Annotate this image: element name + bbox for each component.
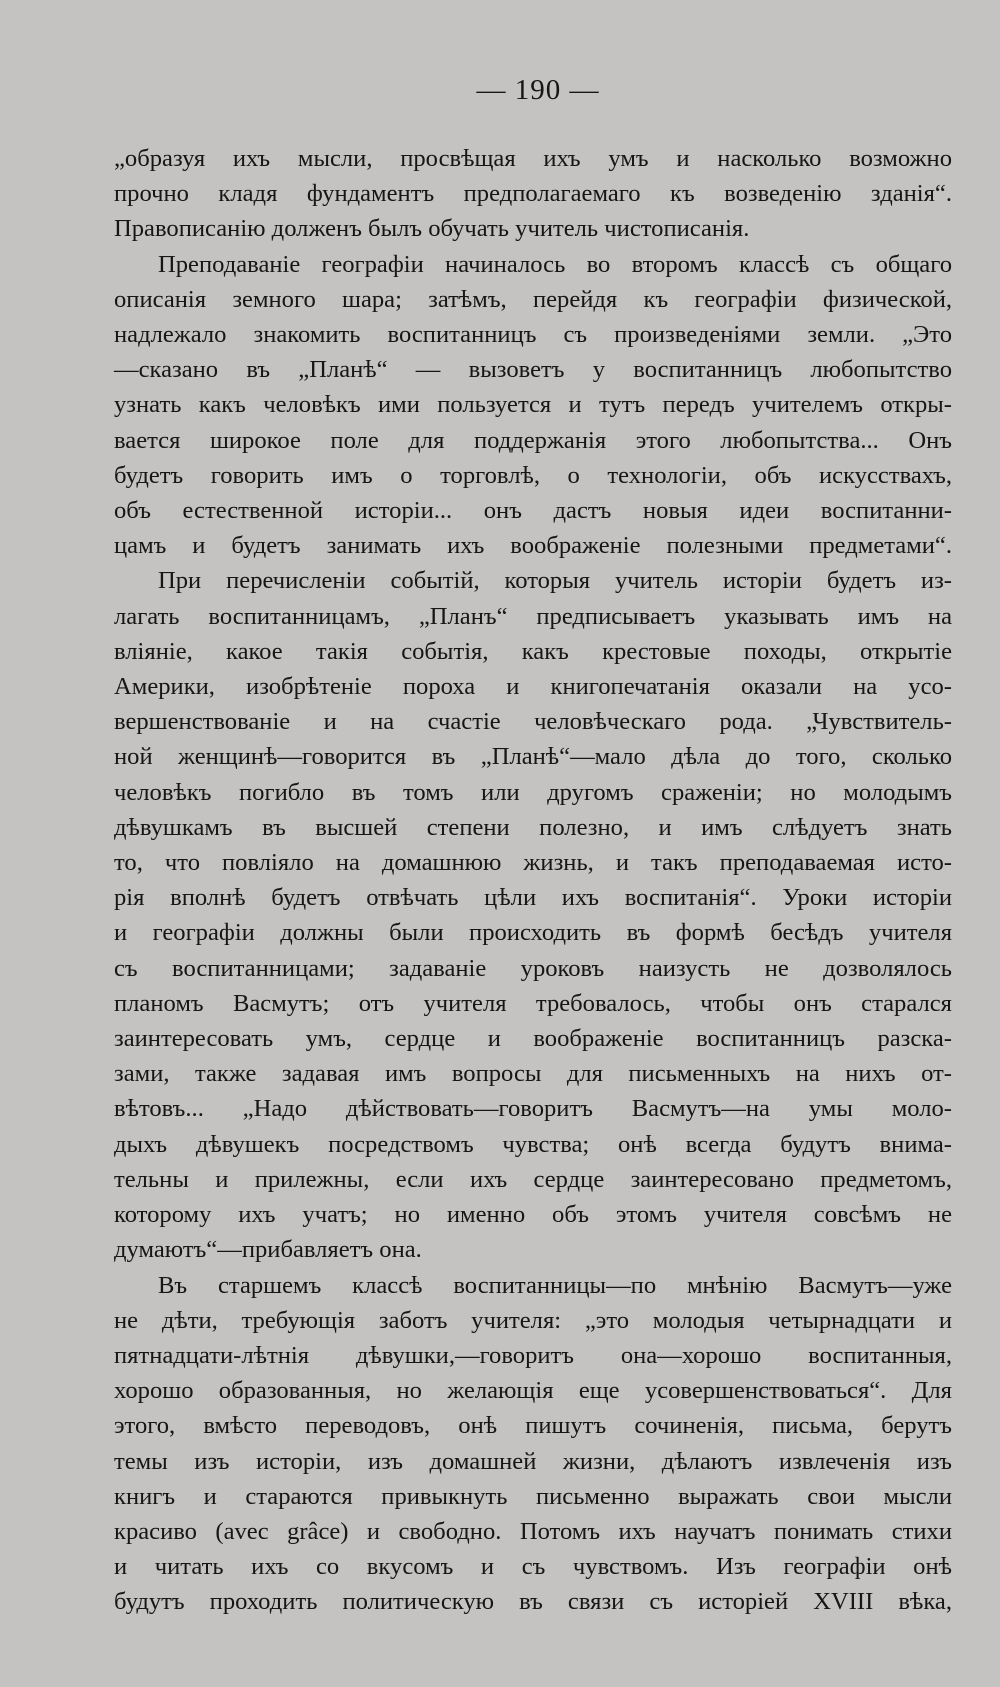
text-line: Въ старшемъ классѣ воспитанницы—по мнѣнію Васмутъ—уже: [158, 1271, 952, 1299]
text-line: человѣкъ погибло въ томъ или другомъ сраженіи; но молодымъ: [114, 778, 952, 806]
text-line: рія вполнѣ будетъ отвѣчать цѣли ихъ воспитанія“. Уроки исторіи: [114, 884, 952, 912]
text-line: лагать воспитанницамъ, „Планъ“ предписываетъ указывать имъ на: [114, 602, 952, 630]
text-line: Правописанію долженъ былъ обучать учитель чистописанія.: [114, 215, 750, 243]
text-line: тельны и прилежны, если ихъ сердце заинтересовано предметомъ,: [114, 1165, 952, 1193]
text-line: Америки, изобрѣтеніе пороха и книгопечатанія оказали на усо-: [114, 673, 952, 701]
text-line: дѣвушкамъ въ высшей степени полезно, и имъ слѣдуетъ знать: [114, 813, 952, 841]
paragraph-4: [114, 1268, 952, 1620]
text-line: и читать ихъ со вкусомъ и съ чувствомъ. Изъ географіи онѣ: [114, 1553, 952, 1581]
text-line: ной женщинѣ—говорится въ „Планѣ“—мало дѣла до того, сколько: [114, 743, 952, 771]
text-line: надлежало знакомить воспитанницъ съ произведеніями земли. „Это: [114, 321, 952, 349]
text-line: то, что повліяло на домашнюю жизнь, и такъ преподаваемая исто-: [114, 849, 952, 877]
text-line: описанія земного шара; затѣмъ, перейдя къ географіи физической,: [114, 285, 952, 313]
text-line: узнать какъ человѣкъ ими пользуется и тутъ передъ учителемъ откры-: [114, 391, 952, 419]
text-line: красиво (avec grâce) и свободно. Потомъ ихъ научатъ понимать стихи: [114, 1517, 952, 1545]
text-line: цамъ и будетъ занимать ихъ воображеніе полезными предметами“.: [114, 532, 952, 560]
text-line: прочно кладя фундаментъ предполагаемаго къ возведенію зданія“.: [114, 180, 952, 208]
text-line: которому ихъ учатъ; но именно объ этомъ учителя совсѣмъ не: [114, 1201, 952, 1229]
text-line: заинтересовать умъ, сердце и воображеніе воспитанницъ разска-: [114, 1025, 952, 1053]
text-line: не дѣти, требующія заботъ учителя: „это молодыя четырнадцати и: [114, 1306, 952, 1334]
text-line: дыхъ дѣвушекъ посредствомъ чувства; онѣ всегда будутъ внима-: [114, 1130, 952, 1158]
paragraph-3: [114, 563, 952, 1267]
text-line: Преподаваніе географіи начиналось во второмъ классѣ съ общаго: [158, 250, 952, 278]
text-line: будетъ говорить имъ о торговлѣ, о технологіи, объ искусствахъ,: [114, 461, 952, 489]
text-line: —сказано въ „Планѣ“ — вызоветъ у воспитанницъ любопытство: [114, 356, 952, 384]
text-line: и географіи должны были происходить въ формѣ бесѣдъ учителя: [114, 919, 952, 947]
text-line: будутъ проходить политическую въ связи съ исторіей XVIII вѣка,: [114, 1588, 952, 1616]
text-line: зами, также задавая имъ вопросы для письменныхъ на нихъ от-: [114, 1060, 952, 1088]
text-line: вершенствованіе и на счастіе человѣческаго рода. „Чувствитель-: [114, 708, 952, 736]
text-line: „образуя ихъ мысли, просвѣщая ихъ умъ и насколько возможно: [114, 145, 952, 172]
paragraph-1: [114, 141, 952, 247]
paragraph-2: [114, 247, 952, 564]
text-line: темы изъ исторіи, изъ домашней жизни, дѣлаютъ извлеченія изъ: [114, 1447, 952, 1475]
text-line: пятнадцати-лѣтнія дѣвушки,—говоритъ она—хорошо воспитанныя,: [114, 1341, 952, 1369]
page-number: — 190 —: [476, 74, 600, 106]
text-line: При перечисленіи событій, которыя учитель исторіи будетъ из-: [158, 567, 952, 595]
text-line: планомъ Васмутъ; отъ учителя требовалось, чтобы онъ старался: [114, 989, 952, 1017]
text-line: объ естественной исторіи... онъ дастъ новыя идеи воспитанни-: [114, 497, 952, 525]
text-line: вается широкое поле для поддержанія этого любопытства... Онъ: [114, 426, 952, 454]
text-line: вліяніе, какое такія событія, какъ крестовые походы, открытіе: [114, 637, 952, 665]
text-line: книгъ и стараются привыкнуть письменно выражать свои мысли: [114, 1482, 952, 1510]
text-line: хорошо образованныя, но желающія еще усовершенствоваться“. Для: [114, 1377, 952, 1405]
text-line: этого, вмѣсто переводовъ, онѣ пишутъ сочиненія, письма, берутъ: [114, 1412, 952, 1440]
text-line: думаютъ“—прибавляетъ она.: [114, 1236, 422, 1264]
text-line: вѣтовъ... „Надо дѣйствовать—говоритъ Васмутъ—на умы моло-: [114, 1095, 952, 1123]
text-line: съ воспитанницами; задаваніе уроковъ наизусть не дозволялось: [114, 954, 952, 982]
